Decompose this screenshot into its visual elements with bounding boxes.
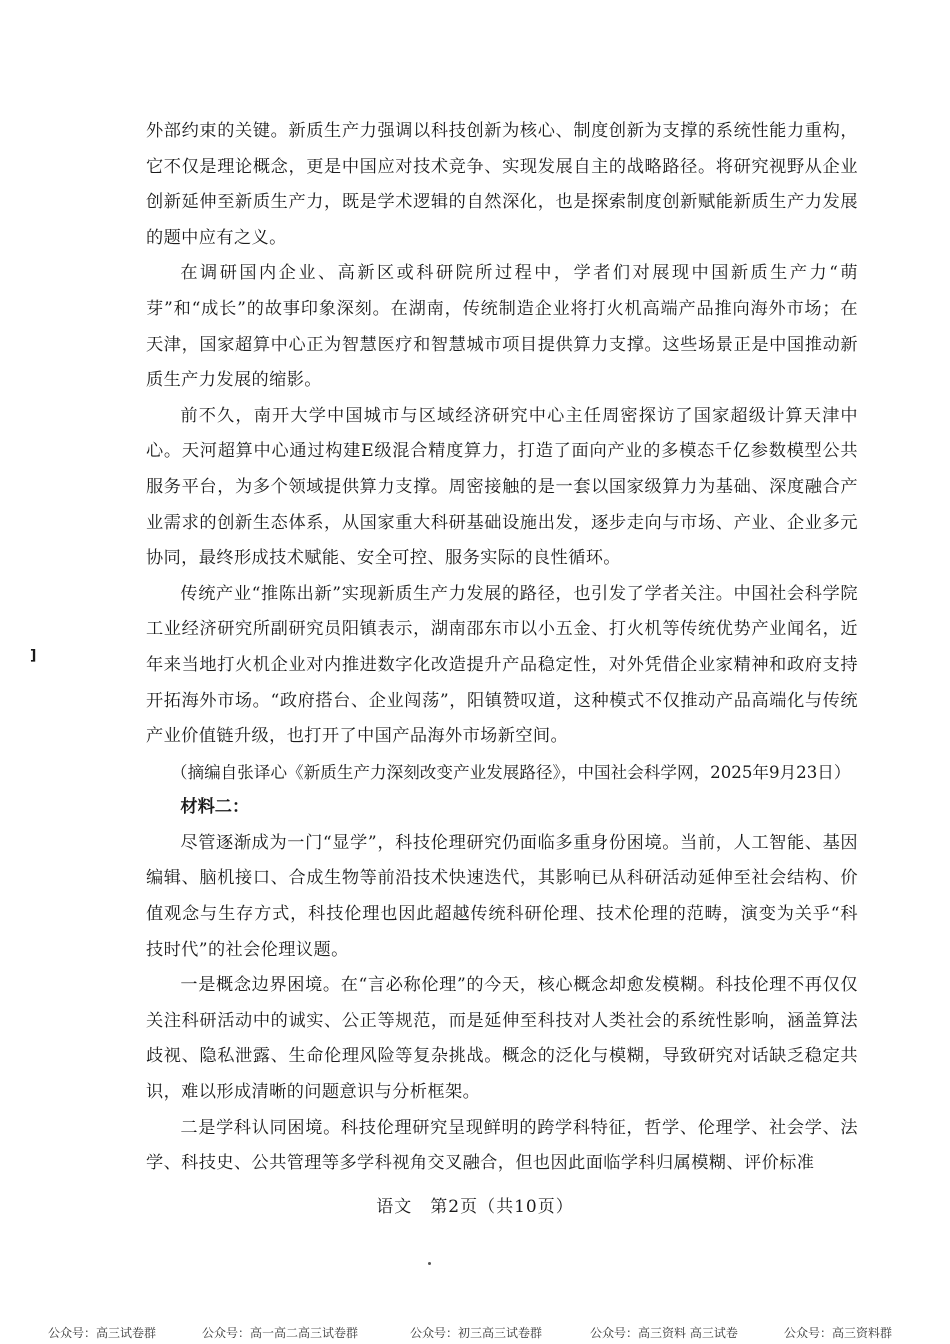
material-two-paragraph-3: 二是学科认同困境。科技伦理研究呈现鲜明的跨学科特征，哲学、伦理学、社会学、法学、科技史、公共管理等多学科视角交叉融合，但也因此面临学科归属模糊、评价标准 — [146, 1117, 858, 1174]
watermark-3: 公众号：初三高三试卷群 — [410, 1326, 543, 1340]
paragraph-2: 在调研国内企业、高新区或科研院所过程中，学者们对展现中国新质生产力“萌芽”和“成长”的故事印象深刻。在湖南，传统制造企业将打火机高端产品推向海外市场；在天津，国家超算中心正为智慧医疗和智慧城市项目提供算力支撑。这些场景正是中国推动新质生产力发展的缩影。 — [146, 263, 858, 391]
paragraph-1: 外部约束的关键。新质生产力强调以科技创新为核心、制度创新为支撑的系统性能力重构，它不仅是理论概念，更是中国应对技术竞争、实现发展自主的战略路径。将研究视野从企业创新延伸至新质生产力，既是学术逻辑的自然深化，也是探索制度创新赋能新质生产力发展的题中应有之义。 — [146, 121, 858, 248]
paragraph-3: 前不久，南开大学中国城市与区域经济研究中心主任周密探访了国家超级计算天津中心。天河超算中心通过构建E级混合精度算力，打造了面向产业的多模态千亿参数模型公共服务平台，为多个领域提供算力支撑。周密接触的是一套以国家级算力为基础、深度融合产业需求的创新生态体系，从国家重大科研基础设施出发，逐步走向与市场、产业、企业多元协同，最终形成技术赋能、安全可控、服务实际的良性循环。 — [146, 405, 858, 569]
scan-speck — [428, 1262, 431, 1265]
source-citation: （摘编自张译心《新质生产力深刻改变产业发展路径》，中国社会科学网，2025年9月23日） — [170, 762, 851, 782]
page-footer: 语文 第2页（共10页） — [376, 1197, 574, 1217]
article-body — [146, 114, 858, 1182]
margin-bracket-mark: ] — [30, 648, 37, 664]
watermark-2: 公众号：高一高二高三试卷群 — [202, 1326, 359, 1340]
material-two-heading: 材料二： — [180, 797, 250, 818]
watermark-bar — [0, 1322, 950, 1344]
material-two-paragraph-2: 一是概念边界困境。在“言必称伦理”的今天，核心概念却愈发模糊。科技伦理不再仅仅关注科研活动中的诚实、公正等规范，而是延伸至科技对人类社会的系统性影响，涵盖算法歧视、隐私泄露、生命伦理风险等复杂挑战。概念的泛化与模糊，导致研究对话缺乏稳定共识，难以形成清晰的问题意识与分析框架。 — [146, 975, 858, 1103]
watermark-5: 公众号：高三资料群 — [784, 1326, 893, 1340]
watermark-1: 公众号：高三试卷群 — [48, 1326, 157, 1340]
paragraph-4: 传统产业“推陈出新”实现新质生产力发展的路径，也引发了学者关注。中国社会科学院工业经济研究所副研究员阳镇表示，湖南邵东市以小五金、打火机等传统优势产业闻名，近年来当地打火机企业对内推进数字化改造提升产品稳定性，对外凭借企业家精神和政府支持开拓海外市场。“政府搭台、企业闯荡”，阳镇赞叹道，这种模式不仅推动产品高端化与传统产业价值链升级，也打开了中国产品海外市场新空间。 — [146, 583, 858, 747]
material-two-paragraph-1: 尽管逐渐成为一门“显学”，科技伦理研究仍面临多重身份困境。当前，人工智能、基因编辑、脑机接口、合成生物等前沿技术快速迭代，其影响已从科研活动延伸至社会结构、价值观念与生存方式，科技伦理也因此超越传统科研伦理、技术伦理的范畴，演变为关乎“科技时代”的社会伦理议题。 — [146, 832, 858, 960]
watermark-4: 公众号：高三资料 高三试卷 — [590, 1326, 738, 1340]
